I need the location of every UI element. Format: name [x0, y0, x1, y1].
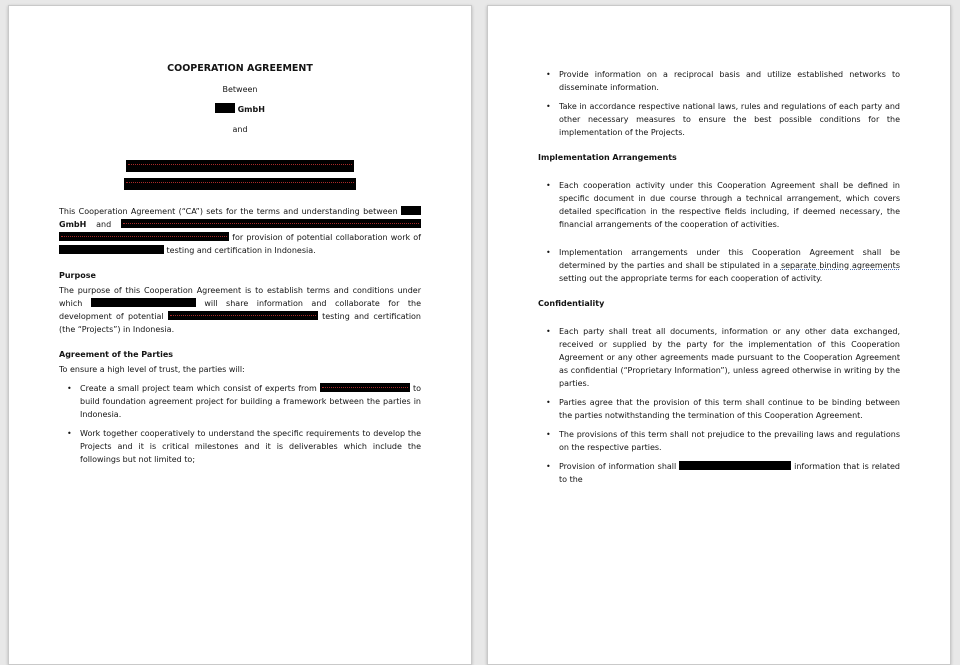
bullet-icon: •: [546, 248, 551, 257]
document-page-1: [8, 5, 472, 665]
text-run: Each party shall treat all documents, information or any other data exchanged, received or supplied by the party for the implementation of this Cooperation Agreement or any other agreements made pursuant to the Cooperation Agreement as confidential (“Proprietary Information”), unless agreed otherwise in writing by the parties.: [559, 327, 900, 388]
bullet-item: [538, 396, 900, 422]
text-run: Provision of information shall: [559, 462, 680, 471]
bullet-item: [538, 246, 900, 285]
section-heading: Purpose: [59, 271, 96, 280]
text-run: GmbH: [237, 105, 265, 114]
redaction-bar: [124, 178, 356, 190]
bullet-icon: •: [546, 181, 551, 190]
bullet-icon: •: [546, 327, 551, 336]
bullet-item: [59, 382, 421, 421]
redaction-bar: [59, 245, 164, 254]
bullet-item: [538, 100, 900, 139]
text-run: to build foundation agreement project for building a framework between the parties in Indonesia.: [80, 384, 421, 419]
paragraph: [59, 205, 421, 257]
text-run: This Cooperation Agreement (“CA”) sets for the terms and understanding between: [59, 207, 401, 216]
text-run: Parties agree that the provision of this term shall continue to be binding between the parties notwithstanding the termination of this Cooperation Agreement.: [559, 398, 900, 420]
text-run: and: [232, 125, 248, 134]
text-run: for provision of potential collaboration work of: [229, 233, 421, 242]
bullet-text: [559, 179, 900, 231]
text-run: Work together cooperatively to understand the specific requirements to develop the Projects and it is critical milestones and it is deliverables which include the followings but not limited to;: [80, 429, 421, 464]
section-heading: Implementation Arrangements: [538, 153, 677, 162]
page-1-content: [9, 6, 471, 466]
text-run: Take in accordance respective national laws, rules and regulations of each party and other necessary measures to ensure the best possible conditions for the implementation of the Projects.: [559, 102, 900, 137]
text-run: Each cooperation activity under this Cooperation Agreement shall be defined in specific document in due course through a technical arrangement, which covers detailed specification in the respective fields including, if deemed necessary, the financial arrangements of the cooperation of activities.: [559, 181, 900, 229]
bullet-text: [80, 382, 421, 421]
underlined-text-run: separate binding agreements: [780, 261, 900, 270]
paragraph: [59, 284, 421, 336]
bullet-icon: •: [546, 430, 551, 439]
text-run: information that is related to the: [559, 462, 900, 484]
bullet-text: [80, 427, 421, 466]
paragraph: [59, 363, 421, 376]
bullet-icon: •: [546, 398, 551, 407]
bullet-text: [559, 325, 900, 390]
bullet-text: [559, 428, 900, 454]
text-run: and: [86, 220, 121, 229]
redaction-bar: [59, 232, 229, 241]
text-run: GmbH: [59, 220, 87, 229]
redaction-bar: [126, 160, 354, 172]
document-title: COOPERATION AGREEMENT: [167, 63, 313, 74]
bullet-text: [559, 246, 900, 285]
bullet-icon: •: [546, 102, 551, 111]
redaction-bar: [401, 206, 421, 215]
redaction-bar: [679, 461, 791, 470]
text-run: setting out the appropriate terms for each cooperation of activity.: [559, 274, 823, 283]
page-2-content: [488, 6, 950, 486]
bullet-item: [538, 325, 900, 390]
redaction-bar: [320, 383, 410, 392]
section-heading: Confidentiality: [538, 299, 605, 308]
redaction-bar: [91, 298, 196, 307]
text-run: Create a small project team which consist of experts from: [80, 384, 320, 393]
bullet-item: [538, 68, 900, 94]
bullet-text: [559, 68, 900, 94]
bullet-item: [538, 179, 900, 231]
bullet-item: [538, 428, 900, 454]
text-run: Implementation arrangements under this Cooperation Agreement shall be determined by the parties and shall be stipulated in a: [559, 248, 900, 270]
document-page-2: [487, 5, 951, 665]
centered-line: [59, 178, 421, 193]
centered-line: [59, 160, 421, 175]
text-run: The provisions of this term shall not prejudice to the prevailing laws and regulations on the respective parties.: [559, 430, 900, 452]
text-run: testing and certification (the “Projects”) in Indonesia.: [59, 312, 422, 334]
text-run: will share information and collaborate for the development of potential: [59, 299, 421, 321]
bullet-icon: •: [67, 384, 72, 393]
redaction-bar: [215, 103, 235, 113]
centered-line: [59, 103, 421, 116]
bullet-text: [559, 396, 900, 422]
bullet-text: [559, 460, 900, 486]
text-run: Provide information on a reciprocal basis and utilize established networks to disseminate information.: [559, 70, 900, 92]
text-run: To ensure a high level of trust, the parties will:: [59, 365, 245, 374]
text-run: Between: [222, 85, 258, 94]
bullet-item: [59, 427, 421, 466]
bullet-text: [559, 100, 900, 139]
centered-line: [59, 123, 421, 136]
centered-line: [59, 83, 421, 96]
bullet-icon: •: [67, 429, 72, 438]
bullet-icon: •: [546, 462, 551, 471]
section-heading: Agreement of the Parties: [59, 350, 174, 359]
bullet-item: [538, 460, 900, 486]
text-run: The purpose of this Cooperation Agreement is to establish terms and conditions under which: [59, 286, 421, 308]
bullet-icon: •: [546, 70, 551, 79]
redaction-bar: [121, 219, 421, 228]
text-run: testing and certification in Indonesia.: [164, 246, 316, 255]
redaction-bar: [168, 311, 318, 320]
